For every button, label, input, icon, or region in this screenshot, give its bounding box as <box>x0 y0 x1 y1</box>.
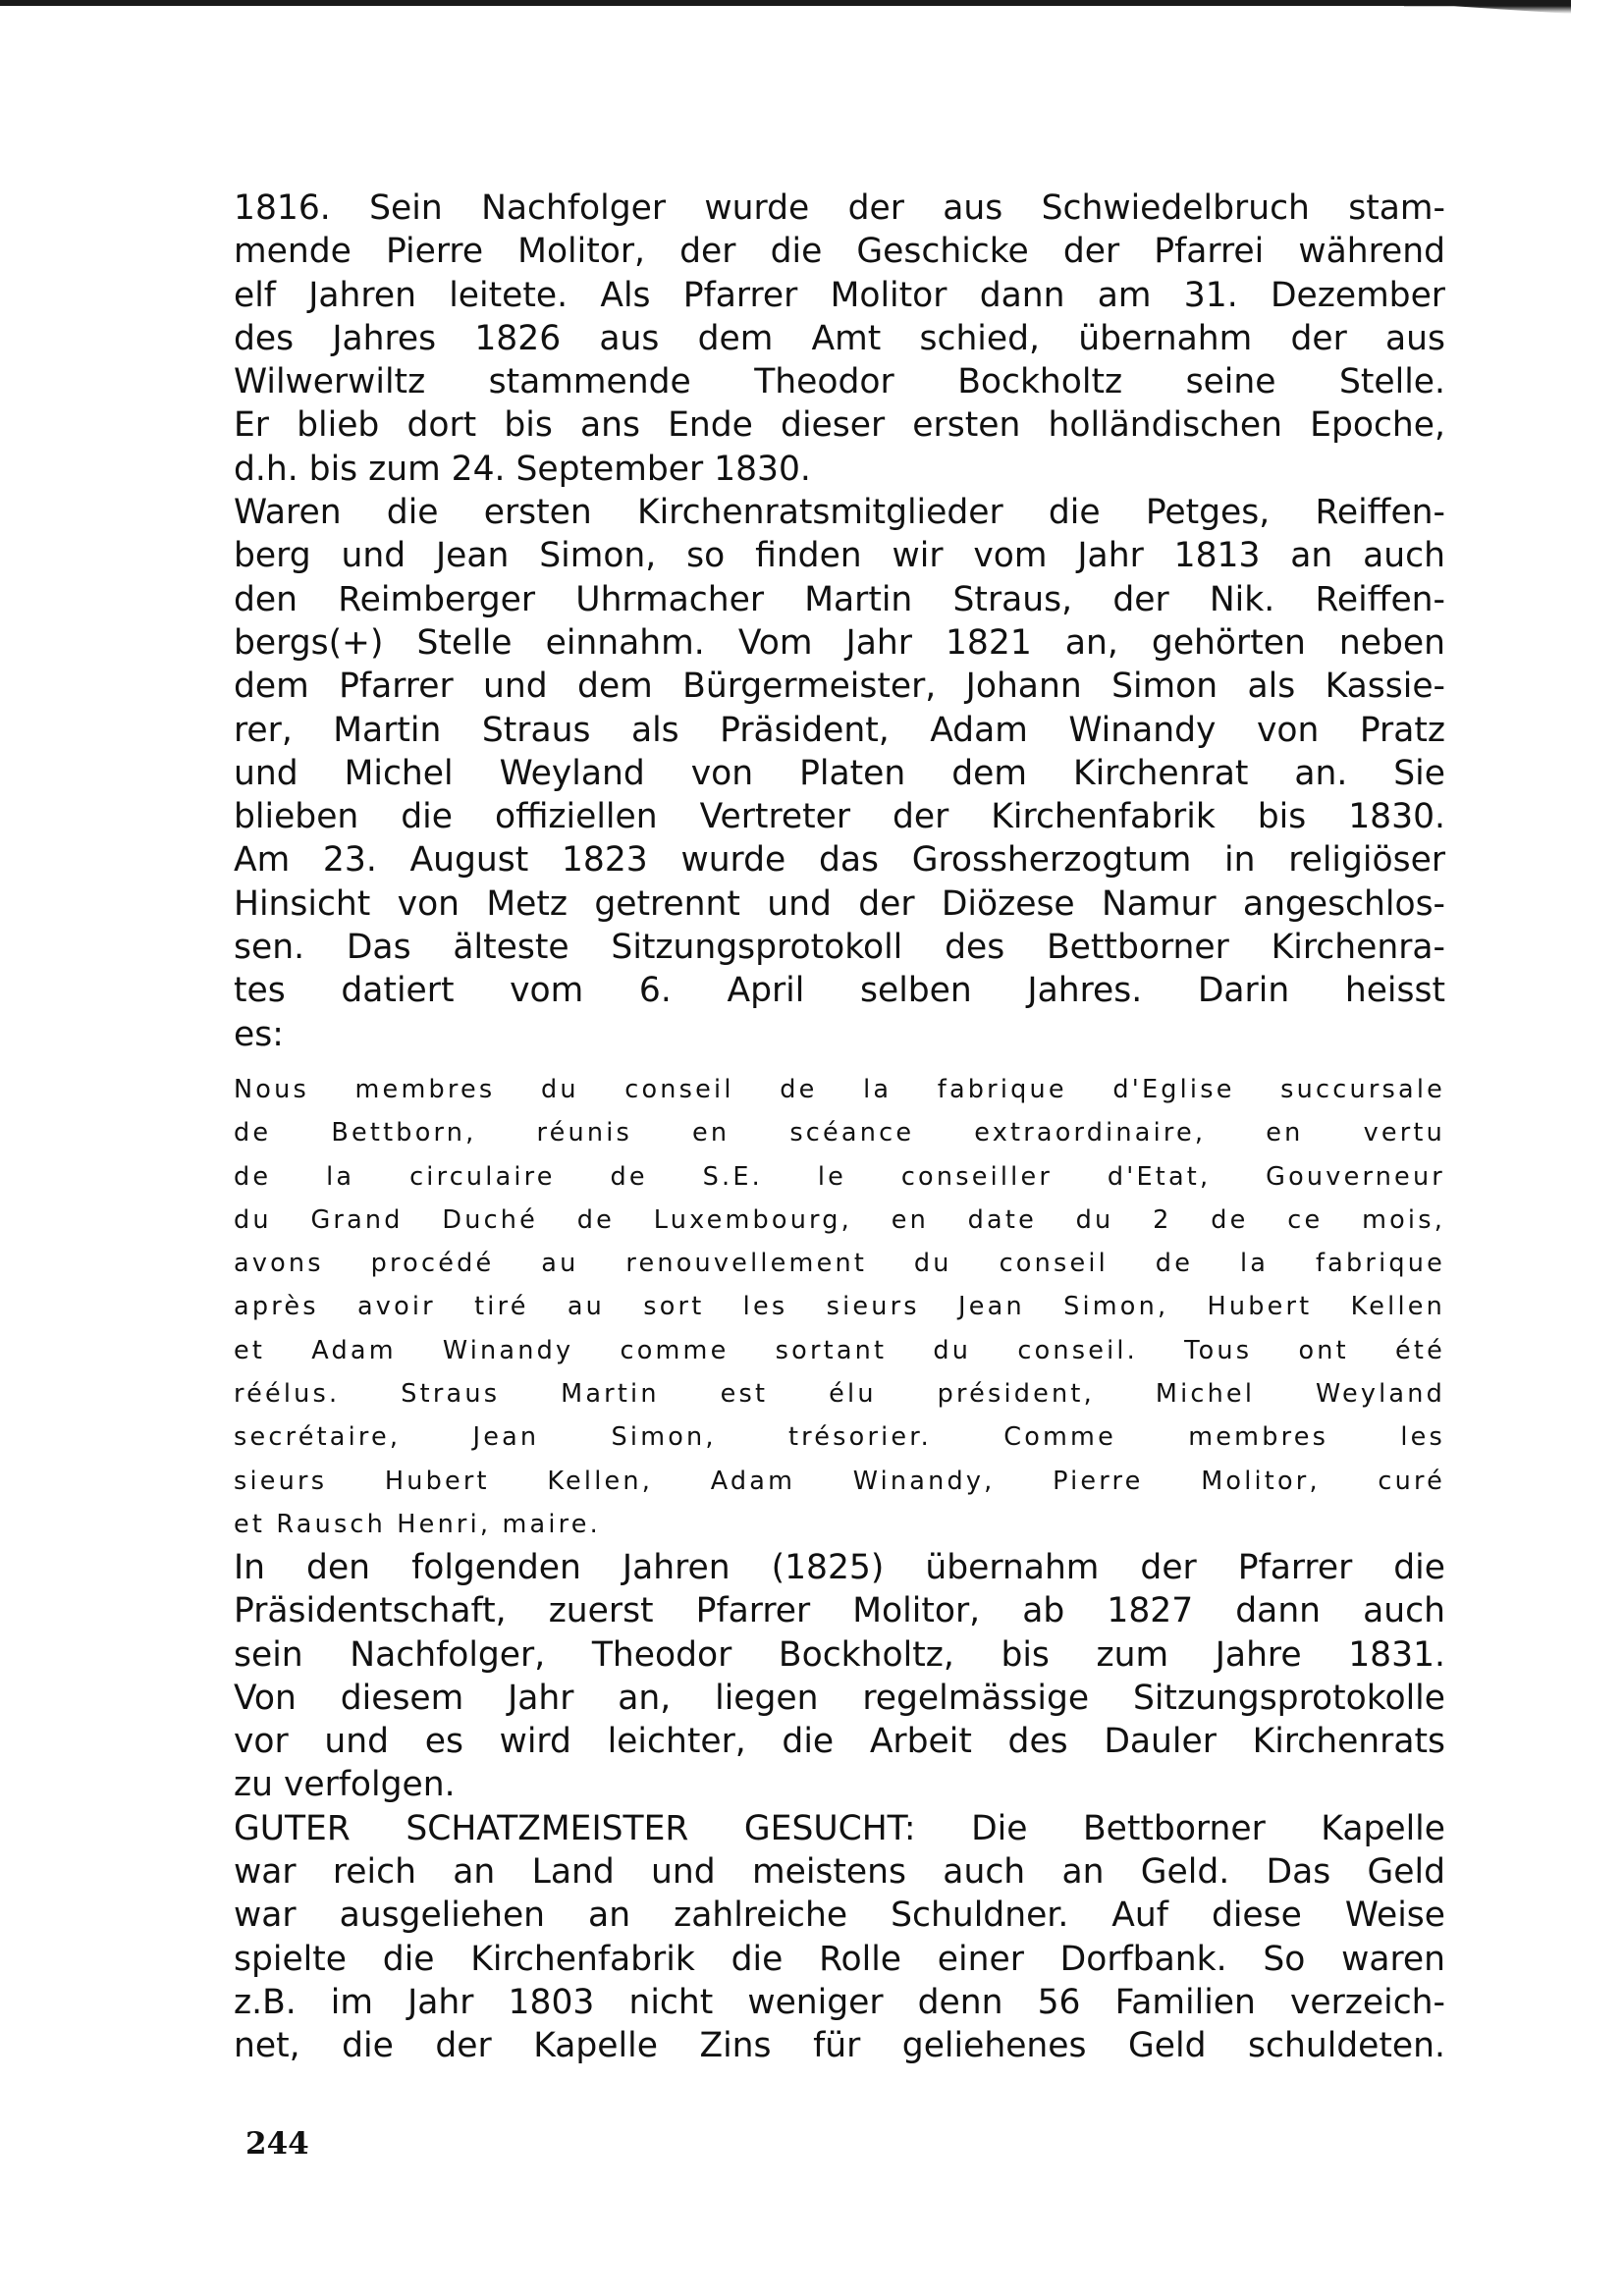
quote-line: réélus. Straus Martin est élu président, Michel Weyland <box>234 1379 1445 1410</box>
text-line: den Reimberger Uhrmacher Martin Straus, der Nik. Reiffen- <box>234 579 1445 619</box>
text-line: 1816. Sein Nachfolger wurde der aus Schwiedelbruch stam- <box>234 188 1445 228</box>
text-line: Präsidentschaft, zuerst Pfarrer Molitor, ab 1827 dann auch <box>234 1591 1445 1631</box>
text-line: des Jahres 1826 aus dem Amt schied, übernahm der aus <box>234 318 1445 358</box>
text-line: rer, Martin Straus als Präsident, Adam Winandy von Pratz <box>234 710 1445 750</box>
text-line: bergs(+) Stelle einnahm. Vom Jahr 1821 an, gehörten neben <box>234 622 1445 663</box>
text-line: war ausgeliehen an zahlreiche Schuldner. Auf diese Weise <box>234 1896 1445 1936</box>
top-rule <box>0 0 1571 6</box>
text-line: elf Jahren leitete. Als Pfarrer Molitor dann am 31. Dezember <box>234 275 1445 315</box>
text-line: blieben die offiziellen Vertreter der Kirchenfabrik bis 1830. <box>234 797 1445 837</box>
text-line: z.B. im Jahr 1803 nicht weniger denn 56 Familien verzeich- <box>234 1982 1445 2022</box>
text-line: tes datiert vom 6. April selben Jahres. Darin heisst <box>234 971 1445 1011</box>
text-line: zu verfolgen. <box>234 1765 456 1805</box>
quote-line: du Grand Duché de Luxembourg, en date du 2 de ce mois, <box>234 1204 1445 1235</box>
text-line: spielte die Kirchenfabrik die Rolle einer Dorfbank. So waren <box>234 1939 1445 1979</box>
quote-line: avons procédé au renouvellement du conseil de la fabrique <box>234 1249 1445 1279</box>
paragraph-block-1 <box>234 187 1445 1056</box>
text-line: Er blieb dort bis ans Ende dieser ersten holländischen Epoche, <box>234 405 1445 446</box>
text-line: berg und Jean Simon, so finden wir vom Jahr 1813 an auch <box>234 536 1445 576</box>
text-line: Von diesem Jahr an, liegen regelmässige Sitzungsprotokolle <box>234 1678 1445 1718</box>
text-line: GUTER SCHATZMEISTER GESUCHT: Die Bettborner Kapelle <box>234 1808 1445 1848</box>
paragraph-block-2 <box>234 1546 1445 2068</box>
text-line: vor und es wird leichter, die Arbeit des Dauler Kirchenrats <box>234 1722 1445 1762</box>
quote-line: et Rausch Henri, maire. <box>234 1509 601 1539</box>
quote-line: et Adam Winandy comme sortant du conseil. Tous ont été <box>234 1335 1445 1365</box>
text-line: d.h. bis zum 24. September 1830. <box>234 449 811 489</box>
quoted-protocol <box>234 1068 1445 1546</box>
quote-line: secrétaire, Jean Simon, trésorier. Comme membres les <box>234 1422 1445 1453</box>
text-line: In den folgenden Jahren (1825) übernahm der Pfarrer die <box>234 1548 1445 1587</box>
text-line: sen. Das älteste Sitzungsprotokoll des Bettborner Kirchenra- <box>234 928 1445 968</box>
text-line: Waren die ersten Kirchenratsmitglieder die Petges, Reiffen- <box>234 493 1445 533</box>
top-rule-smudge <box>1404 0 1571 14</box>
quote-line: sieurs Hubert Kellen, Adam Winandy, Pierre Molitor, curé <box>234 1466 1445 1496</box>
text-line: und Michel Weyland von Platen dem Kirchenrat an. Sie <box>234 753 1445 793</box>
page-number: 244 <box>245 2126 309 2162</box>
text-line: net, die der Kapelle Zins für geliehenes Geld schuldeten. <box>234 2026 1445 2066</box>
text-line: mende Pierre Molitor, der die Geschicke der Pfarrei während <box>234 232 1445 272</box>
text-line: Am 23. August 1823 wurde das Grossherzogtum in religiöser <box>234 840 1445 881</box>
text-line: dem Pfarrer und dem Bürgermeister, Johann Simon als Kassie- <box>234 667 1445 707</box>
text-line: sein Nachfolger, Theodor Bockholtz, bis zum Jahre 1831. <box>234 1634 1445 1675</box>
quote-line: de la circulaire de S.E. le conseiller d'Etat, Gouverneur <box>234 1161 1445 1192</box>
text-line: Hinsicht von Metz getrennt und der Diözese Namur angeschlos- <box>234 883 1445 924</box>
quote-line: après avoir tiré au sort les sieurs Jean Simon, Hubert Kellen <box>234 1292 1445 1322</box>
text-line: war reich an Land und meistens auch an Geld. Das Geld <box>234 1852 1445 1893</box>
text-line: es: <box>234 1014 284 1054</box>
quote-line: de Bettborn, réunis en scéance extraordinaire, en vertu <box>234 1118 1445 1148</box>
text-line: Wilwerwiltz stammende Theodor Bockholtz seine Stelle. <box>234 362 1445 402</box>
quote-line: Nous membres du conseil de la fabrique d'Eglise succursale <box>234 1075 1445 1104</box>
